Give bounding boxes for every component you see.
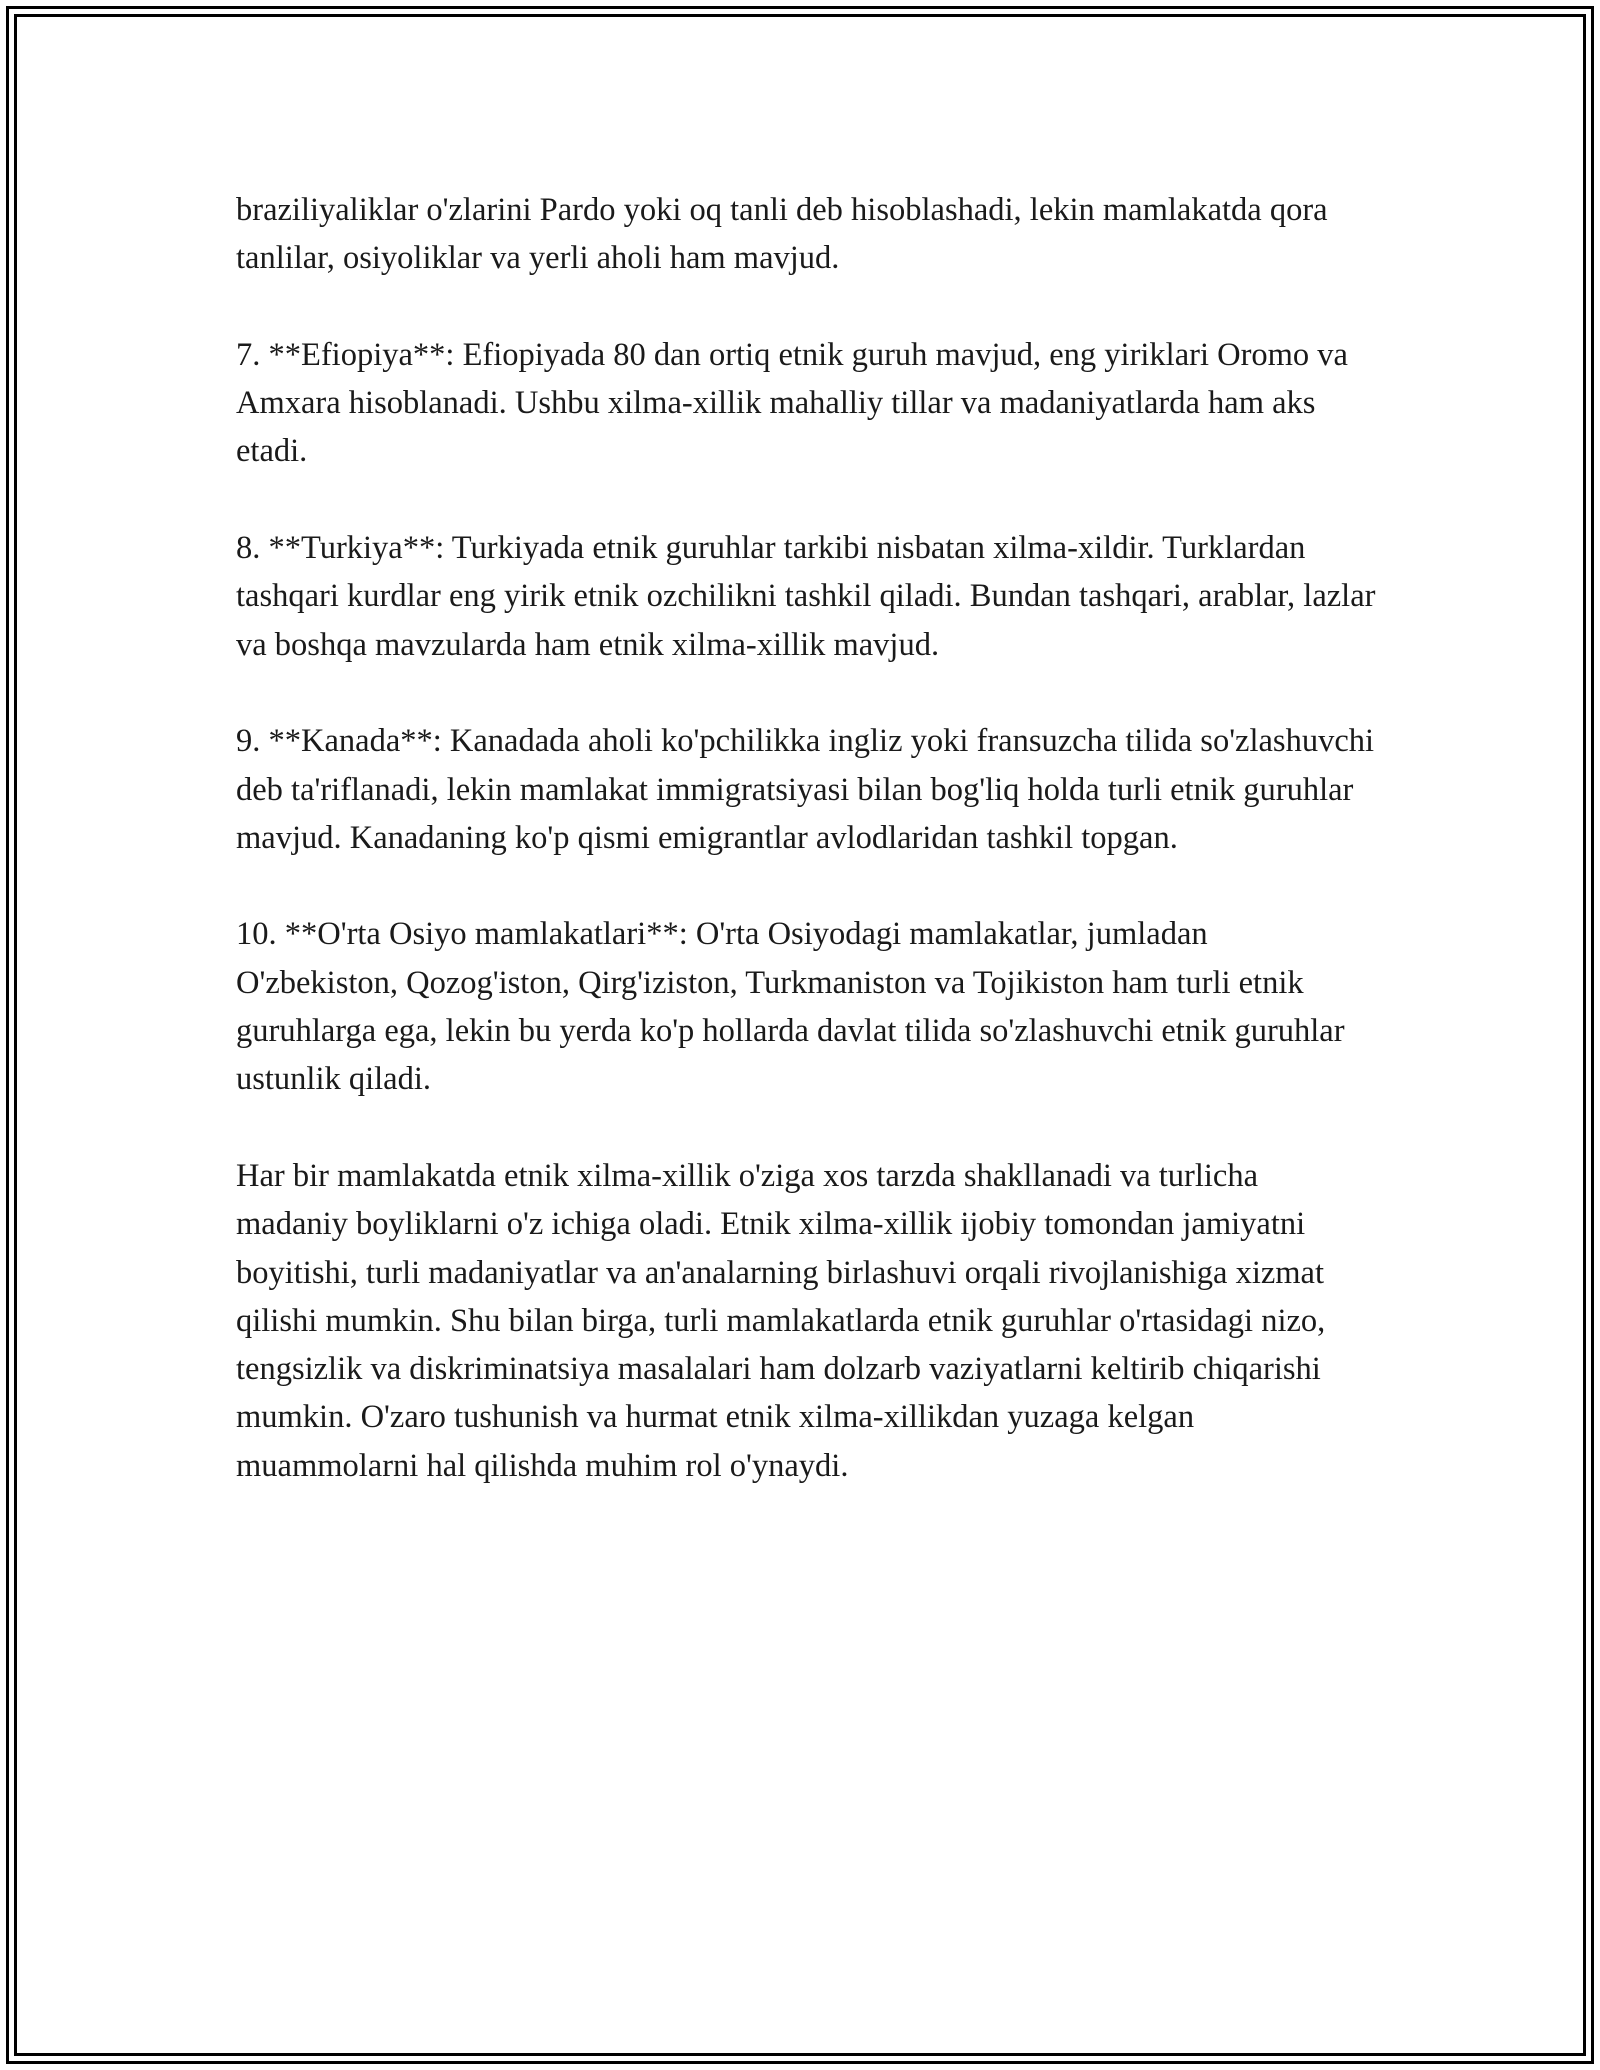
paragraph-central-asia: 10. **O'rta Osiyo mamlakatlari**: O'rta Osiyodagi mamlakatlar, jumladan O'zbekiston, Qozog'iston, Qirg'iziston, Turkmaniston va Tojikiston ham turli etnik guruhlarga ega, lekin bu yerda ko'p hollarda davlat tilida so'zlashuvchi etnik guruhlar ustunlik qiladi. — [236, 916, 1345, 1098]
paragraph-ethiopia: 7. **Efiopiya**: Efiopiyada 80 dan ortiq etnik guruh mavjud, eng yiriklari Oromo va Amxara hisoblanadi. Ushbu xilma-xillik mahalliy tillar va madaniyatlarda ham aks etadi. — [236, 336, 1348, 470]
document-body — [236, 186, 1376, 1538]
paragraph-conclusion: Har bir mamlakatda etnik xilma-xillik o'ziga xos tarzda shakllanadi va turlicha madaniy boyliklarni o'z ichiga oladi. Etnik xilma-xillik ijobiy tomondan jamiyatni boyitishi, turli madaniyatlar va an'analarning birlashuvi orqali rivojlanishiga xizmat qilishi mumkin. Shu bilan birga, turli mamlakatlarda etnik guruhlar o'rtasidagi nizo, tengsizlik va diskriminatsiya masalalari ham dolzarb vaziyatlarni keltirib chiqarishi mumkin. O'zaro tushunish va hurmat etnik xilma-xillikdan yuzaga kelgan muammolarni hal qilishda muhim rol o'ynaydi. — [236, 1157, 1326, 1484]
paragraph-brazil-continued: braziliyaliklar o'zlarini Pardo yoki oq tanli deb hisoblashadi, lekin mamlakatda qora tanlilar, osiyoliklar va yerli aholi ham mavjud. — [236, 192, 1328, 277]
paragraph-turkey: 8. **Turkiya**: Turkiyada etnik guruhlar tarkibi nisbatan xilma-xildir. Turklardan tashqari kurdlar eng yirik etnik ozchilikni tashkil qiladi. Bundan tashqari, arablar, lazlar va boshqa mavzularda ham etnik xilma-xillik mavjud. — [236, 530, 1376, 663]
paragraph-canada: 9. **Kanada**: Kanadada aholi ko'pchilikka ingliz yoki fransuzcha tilida so'zlashuvchi deb ta'riflanadi, lekin mamlakat immigratsiyasi bilan bog'liq holda turli etnik guruhlar mavjud. Kanadaning ko'p qismi emigrantlar avlodlaridan tashkil topgan. — [236, 723, 1375, 856]
